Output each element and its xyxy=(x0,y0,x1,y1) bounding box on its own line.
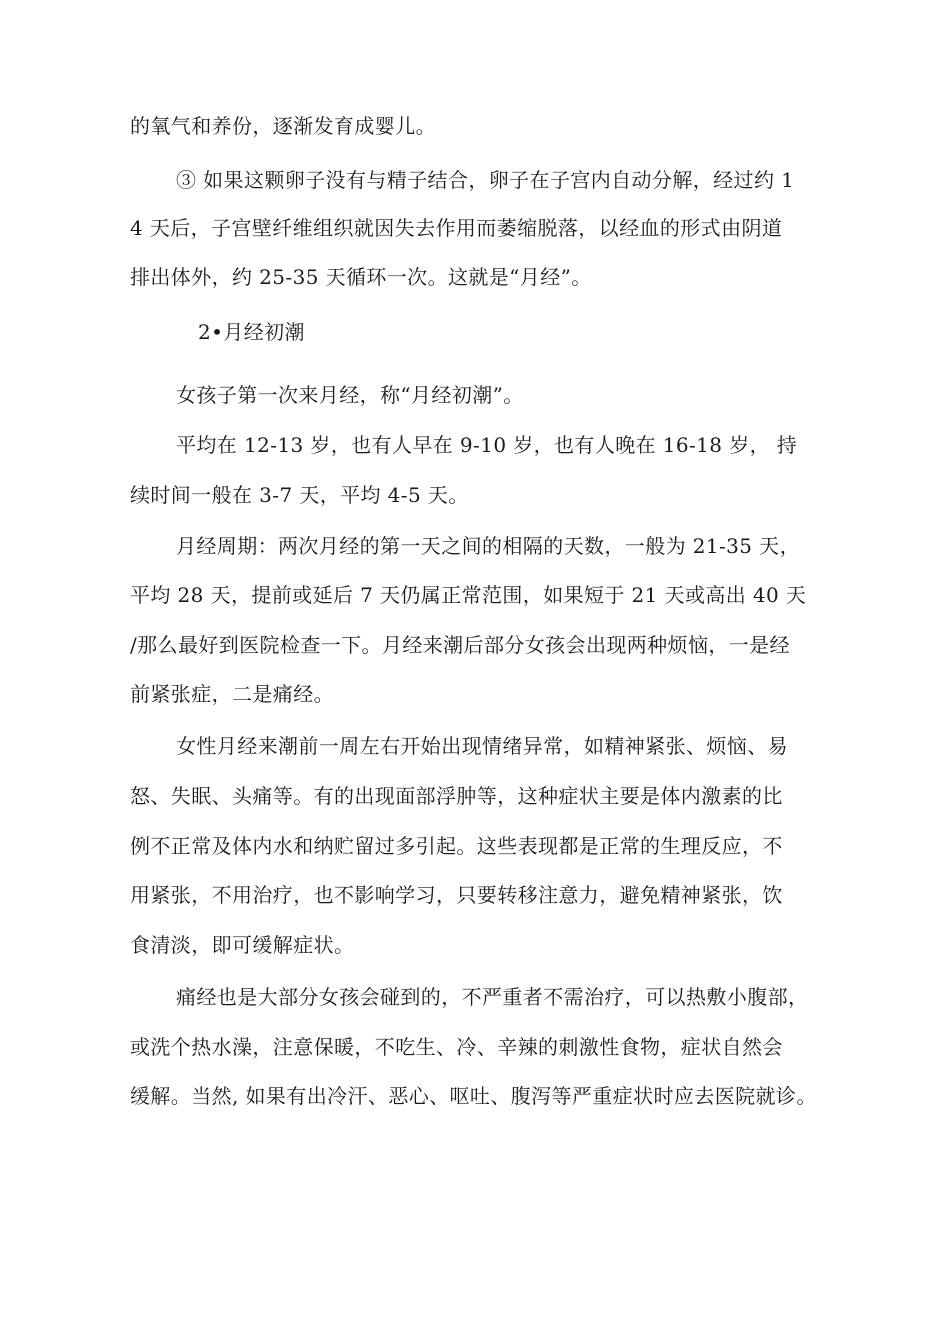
text-line: 用紧张，不用治疗，也不影响学习，只要转移注意力，避免精神紧张，饮 xyxy=(130,883,783,907)
text-line: 例不正常及体内水和纳贮留过多引起。这些表现都是正常的生理反应，不 xyxy=(130,834,783,858)
text-line: 怒、失眠、头痛等。有的出现面部浮肿等，这种症状主要是体内激素的比 xyxy=(130,784,783,808)
text-line: /那么最好到医院检查一下。月经来潮后部分女孩会出现两种烦恼，一是经 xyxy=(130,633,790,657)
text-line: 缓解。当然, 如果有出冷汗、恶心、呕吐、腹泻等严重症状时应去医院就诊。 xyxy=(130,1084,817,1108)
text-line: 痛经也是大部分女孩会碰到的，不严重者不需治疗，可以热敷小腹部， xyxy=(176,985,809,1009)
text-line: 平均在 12-13 岁，也有人早在 9-10 岁，也有人晚在 16-18 岁， 持 xyxy=(176,433,798,457)
text-line: 排出体外，约 25-35 天循环一次。这就是“月经”。 xyxy=(130,265,592,289)
text-line: 女孩子第一次来月经，称“月经初潮”。 xyxy=(176,383,524,407)
text-line: 女性月经来潮前一周左右开始出现情绪异常，如精神紧张、烦恼、易 xyxy=(176,734,788,758)
text-line: 月经周期：两次月经的第一天之间的相隔的天数，一般为 21-35 天， xyxy=(176,534,800,558)
text-line: 食清淡，即可缓解症状。 xyxy=(130,933,355,957)
section-heading: 2•月经初潮 xyxy=(198,320,305,344)
text-line: 平均 28 天，提前或延后 7 天仍属正常范围，如果短于 21 天或高出 40 天 xyxy=(130,583,807,607)
text-line: 或洗个热水澡，注意保暖，不吃生、冷、辛辣的刺激性食物，症状自然会 xyxy=(130,1035,783,1059)
text-line: 4 天后，子宫壁纤维组织就因失去作用而萎缩脱落，以经血的形式由阴道 xyxy=(130,216,783,240)
text-line: 的氧气和养份，逐渐发育成婴儿。 xyxy=(130,114,436,138)
text-line: 前紧张症，二是痛经。 xyxy=(130,682,334,706)
text-line: ③ 如果这颗卵子没有与精子结合，卵子在子宫内自动分解，经过约 1 xyxy=(176,168,795,192)
text-line: 续时间一般在 3-7 天，平均 4-5 天。 xyxy=(130,483,469,507)
